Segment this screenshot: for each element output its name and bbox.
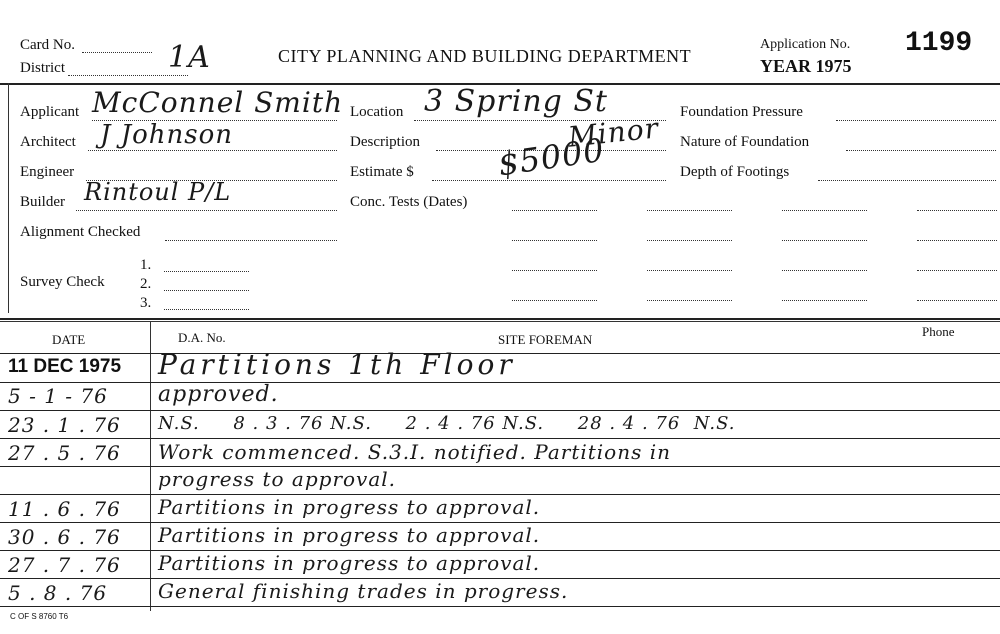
survey-dotline-1 [164,271,249,272]
row-line [0,410,1000,411]
entry-date: 5 - 1 - 76 [8,384,108,408]
location-value: 3 Spring St [424,84,608,119]
conc-dotline-3a [512,270,597,271]
entry-date: 23 . 1 . 76 [8,413,121,437]
entry-text: progress to approval. [158,467,397,491]
survey-item-1: 1. [140,257,152,273]
conc-dotline-1d [917,210,997,211]
conc-dotline-2c [782,240,867,241]
entry-date: 30 . 6 . 76 [8,525,121,549]
alignment-dotline [165,240,337,241]
application-no-label: Application No. [760,37,851,52]
log-top-rule [0,318,1000,320]
alignment-label: Alignment Checked [20,224,141,240]
estimate-value: $5000 [495,130,607,184]
engineer-label: Engineer [20,164,75,180]
entry-text: approved. [158,382,279,407]
district-dotline [68,75,188,76]
survey-item-3: 3. [140,295,152,311]
builder-value: Rintoul P/L [84,178,232,206]
date-header: DATE [52,332,86,347]
conc-dotline-1a [512,210,597,211]
entry-text: Partitions in progress to approval. [158,551,541,575]
nature-foundation-dotline [846,150,996,151]
entry-text: Work commenced. S.3.I. notified. Partitions in [158,440,672,464]
applicant-label: Applicant [20,104,80,120]
estimate-label: Estimate $ [350,164,414,180]
nature-foundation-label: Nature of Foundation [680,134,810,150]
entry-date: 11 . 6 . 76 [8,497,121,521]
description-value: Minor [566,111,661,154]
details-left-border [8,83,9,313]
entry-text: Partitions in progress to approval. [158,495,541,519]
entry-date: 5 . 8 . 76 [8,581,108,605]
depth-footings-label: Depth of Footings [680,164,790,180]
location-label: Location [350,104,404,120]
survey-label: Survey Check [20,274,105,290]
card-no-label: Card No. [20,37,75,53]
architect-value: J Johnson [100,120,233,150]
conc-dotline-3d [917,270,997,271]
applicant-value: McConnel Smith [92,86,344,119]
survey-item-2: 2. [140,276,152,292]
entry-text: Partitions in progress to approval. [158,523,541,547]
da-header: D.A. No. [178,330,226,345]
builder-dotline [76,210,337,211]
phone-header: Phone [922,324,955,339]
conc-dotline-3b [647,270,732,271]
conc-dotline-1b [647,210,732,211]
estimate-dotline [432,180,666,181]
foundation-pressure-dotline [836,120,996,121]
row-line [0,606,1000,607]
entry-date: 11 DEC 1975 [8,356,122,377]
conc-dotline-2d [917,240,997,241]
conc-dotline-2b [647,240,732,241]
form-code: C OF S 8760 T6 [10,612,69,621]
conc-dotline-3c [782,270,867,271]
card-no-dotline [82,52,152,53]
row-line [0,466,1000,467]
description-label: Description [350,134,420,150]
architect-dotline [88,150,337,151]
survey-dotline-3 [164,309,249,310]
conc-dotline-4b [647,300,732,301]
card-no-value: 1A [168,40,211,75]
survey-dotline-2 [164,290,249,291]
foundation-pressure-label: Foundation Pressure [680,104,803,120]
depth-footings-dotline [818,180,996,181]
district-label: District [20,60,65,76]
conc-dotline-4d [917,300,997,301]
entry-date: 27 . 5 . 76 [8,441,121,465]
conc-dotline-2a [512,240,597,241]
conc-dotline-1c [782,210,867,211]
conc-dotline-4c [782,300,867,301]
entry-text: N.S. 8 . 3 . 76 N.S. 2 . 4 . 76 N.S. 28 . 4 . 76 N.S. [158,413,736,434]
row-line [0,438,1000,439]
entry-text: Partitions 1th Floor [158,348,516,381]
row-line [0,382,1000,383]
architect-label: Architect [20,134,76,150]
entry-date: 27 . 7 . 76 [8,553,121,577]
application-no-value: 1199 [905,28,973,59]
entry-text: General finishing trades in progress. [158,579,569,603]
conc-tests-label: Conc. Tests (Dates) [350,194,468,210]
year-label: YEAR 1975 [760,56,852,76]
conc-dotline-4a [512,300,597,301]
builder-label: Builder [20,194,65,210]
department-title: CITY PLANNING AND BUILDING DEPARTMENT [278,46,692,66]
foreman-header: SITE FOREMAN [498,332,593,347]
